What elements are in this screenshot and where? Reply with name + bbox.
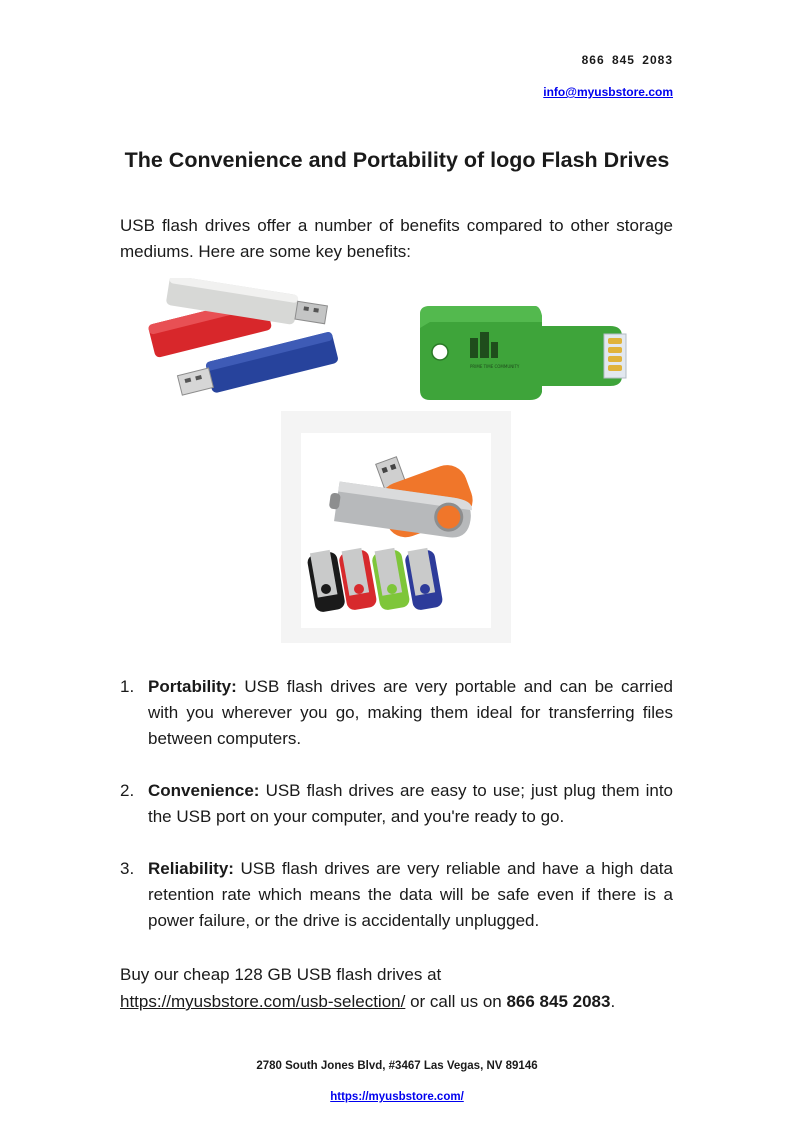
cta-phone: 866 845 2083	[506, 992, 611, 1011]
list-item	[120, 856, 673, 934]
benefits-list	[120, 674, 673, 960]
rectangular-usb-drives-image	[138, 278, 343, 408]
swivel-usb-drives-image	[281, 411, 511, 643]
cta-suffix: .	[610, 992, 616, 1011]
benefit-text: USB flash drives are very portable and can be carried with you wherever you go, making them ideal for transferring files between computers.	[148, 677, 673, 748]
key-shaped-usb-drive-image	[410, 302, 645, 402]
list-item	[120, 674, 673, 752]
benefit-title: Reliability:	[148, 859, 234, 878]
list-number: 2.	[120, 781, 135, 800]
footer-website-link[interactable]: https://myusbstore.com/	[330, 1091, 464, 1103]
usb-selection-link[interactable]: https://myusbstore.com/usb-selection/	[120, 992, 406, 1011]
list-number: 1.	[120, 677, 135, 696]
list-number: 3.	[120, 859, 135, 878]
header-phone: 866 845 2083	[581, 53, 673, 67]
benefit-title: Convenience:	[148, 781, 260, 800]
benefit-title: Portability:	[148, 677, 237, 696]
list-item	[120, 778, 673, 830]
page-title: The Convenience and Portability of logo Flash Drives	[124, 148, 670, 172]
benefit-text: USB flash drives are very reliable and have a high data retention rate which means the data will be safe even if there is a power failure, or the drive is accidentally unplugged.	[148, 859, 673, 930]
footer-address: 2780 South Jones Blvd, #3467 Las Vegas, NV 89146	[256, 1060, 538, 1072]
intro-paragraph: USB flash drives offer a number of benefits compared to other storage mediums. Here are some key benefits:	[120, 216, 673, 261]
header-email-link[interactable]: info@myusbstore.com	[543, 85, 673, 99]
cta-middle: or call us on	[405, 992, 507, 1011]
cta-prefix: Buy our cheap 128 GB USB flash drives at	[120, 965, 442, 984]
key-drive-tiny-text: PRIME TIME COMMUNITY	[470, 364, 520, 369]
benefit-text: USB flash drives are easy to use; just plug them into the USB port on your computer, and you're ready to go.	[148, 781, 674, 826]
call-to-action	[120, 961, 673, 1015]
